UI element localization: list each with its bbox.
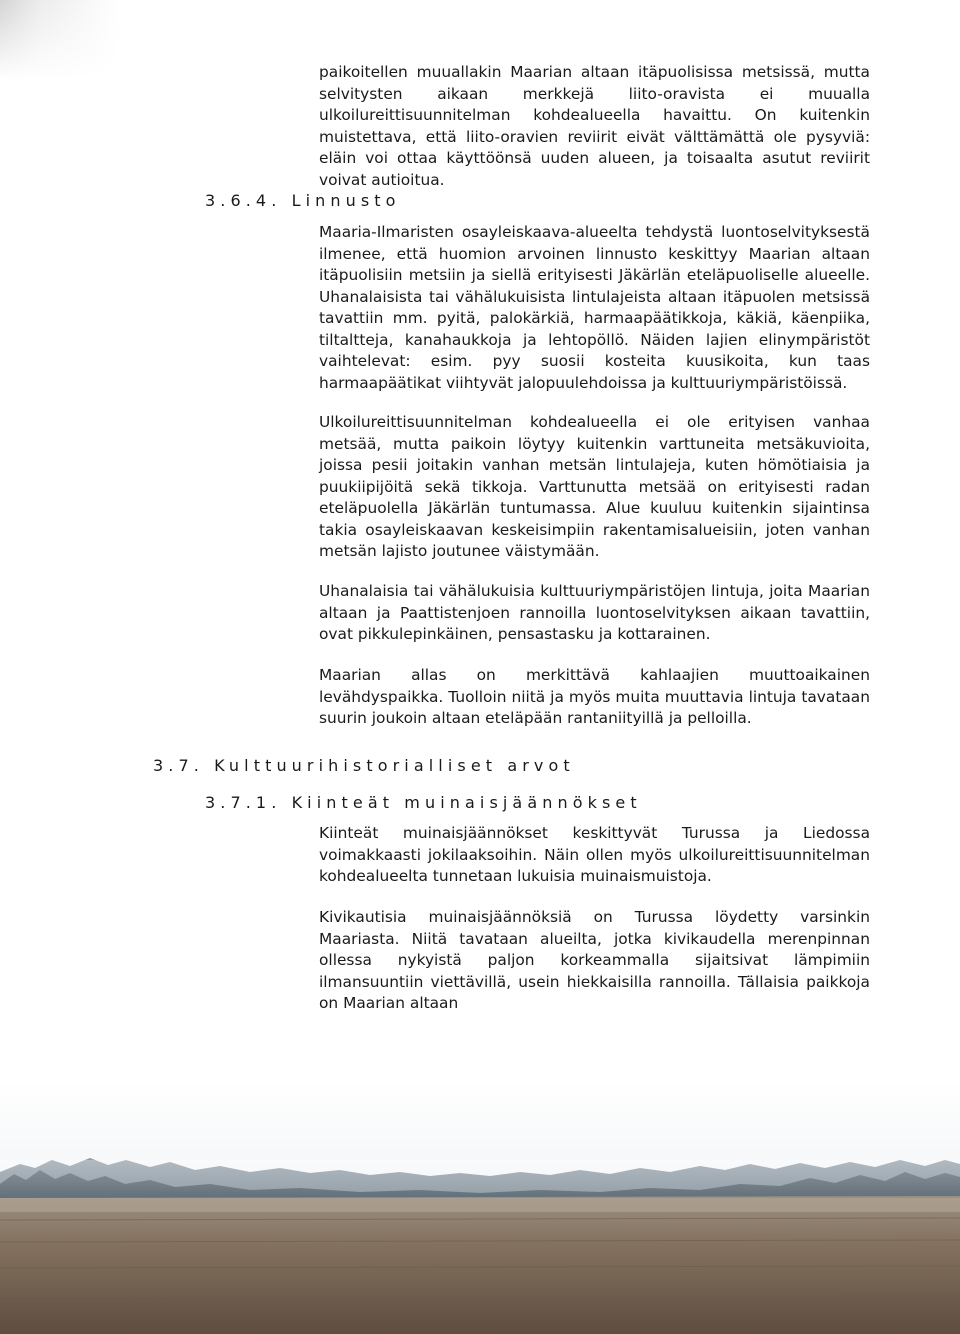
- paragraph-heritage-2: Kivikautisia muinaisjäännöksiä on Turussa löydetty varsinkin Maariasta. Niitä tavataan alueilta, jotka kivikaudella merenpinnan ollessa nykyistä paljon korkeammalla sijaitsivat lämpimiin ilmansuuntiin viettävillä, usein hiekkaisilla rannoilla. Tällaisia paikkoja on Maarian altaan: [319, 908, 870, 1012]
- paragraph-birds-1: Maaria-Ilmaristen osayleiskaava-alueelta tehdystä luontoselvityksestä ilmenee, että huomion arvoinen linnusto keskittyy Maarian altaan itäpuolisiin metsiin ja siellä erityisesti Jäkärlän eteläpuoliselle alueelle. Uhanalaisista tai vähälukuisista lintulajeista altaan itäpuolen metsissä tavattiin mm. pyitä, palokärkiä, harmaapäätikkoja, käkiä, käenpiika, tiltaltteja, kanahaukkoja ja lehtopöllö. Näiden lajien elinympäristöt vaihtelevat: esim. pyy suosii kosteita kuusikoita, kun taas harmaapäätikat viihtyvät jalopuulehdoissa ja kulttuuriympäristöissä.: [319, 223, 870, 392]
- heading-kiinteat-muinaisjaannokset: 3.7.1. Kiinteät muinaisjäännökset: [205, 793, 642, 812]
- landscape-photo: [0, 1080, 960, 1334]
- heading-linnusto: 3.6.4. Linnusto: [205, 191, 401, 210]
- paragraph-heritage-1: Kiinteät muinaisjäännökset keskittyvät Turussa ja Liedossa voimakkaasti jokilaaksoihin. Näin ollen myös ulkoilureittisuunnitelman kohdealueelta tunnetaan lukuisia muinaismuistoja.: [319, 824, 870, 885]
- birds-paragraph-2-block: [319, 412, 870, 563]
- birds-paragraph-4-block: [319, 665, 870, 730]
- paragraph-birds-4: Maarian allas on merkittävä kahlaajien muuttoaikainen levähdyspaikka. Tuolloin niitä ja myös muita muuttavia lintuja tavataan suurin joukoin altaan eteläpään rantaniityillä ja pelloilla.: [319, 666, 870, 727]
- heritage-paragraph-2-block: [319, 907, 870, 1015]
- paragraph-birds-2: Ulkoilureittisuunnitelman kohdealueella ei ole erityisen vanhaa metsää, mutta paikoin löytyy kuitenkin varttuneita metsäkuvioita, joissa pesii joitakin vanhan metsän lintulajeja, kuten hömötiaisia ja puukiipijöitä sekä tikkoja. Varttunutta metsää on erityisesti radan eteläpuolella Jäkärlän tuntumassa. Alue kuuluu kuitenkin sijaintinsa takia osayleiskaavan keskeisimpiin rakentamisalueisiin, joten vanhan metsän lajisto joutunee väistymään.: [319, 413, 870, 560]
- heritage-paragraph-1-block: [319, 823, 870, 888]
- paragraph-intro: paikoitellen muuallakin Maarian altaan itäpuolisissa metsissä, mutta selvitysten aikaan merkkejä liito-oravista ei muualla ulkoilureittisuunnitelman kohdealueella havaittu. On kuitenkin muistettava, että liito-oravien reviirit eivät välttämättä ole pysyviä: eläin voi ottaa käyttöönsä uuden alueen, ja toisaalta asutut reviirit voivat autioitua.: [319, 63, 870, 189]
- birds-paragraph-1-block: [319, 222, 870, 394]
- intro-column: [319, 62, 870, 191]
- birds-paragraph-3-block: [319, 581, 870, 646]
- landscape-field-icon: [0, 1080, 960, 1334]
- heading-kulttuurihistorialliset-arvot: 3.7. Kulttuurihistorialliset arvot: [153, 756, 575, 775]
- paragraph-birds-3: Uhanalaisia tai vähälukuisia kulttuuriympäristöjen lintuja, joita Maarian altaan ja Paattistenjoen rannoilla luontoselvityksen aikaan tavattiin, ovat pikkulepinkäinen, pensastasku ja kottarainen.: [319, 582, 870, 643]
